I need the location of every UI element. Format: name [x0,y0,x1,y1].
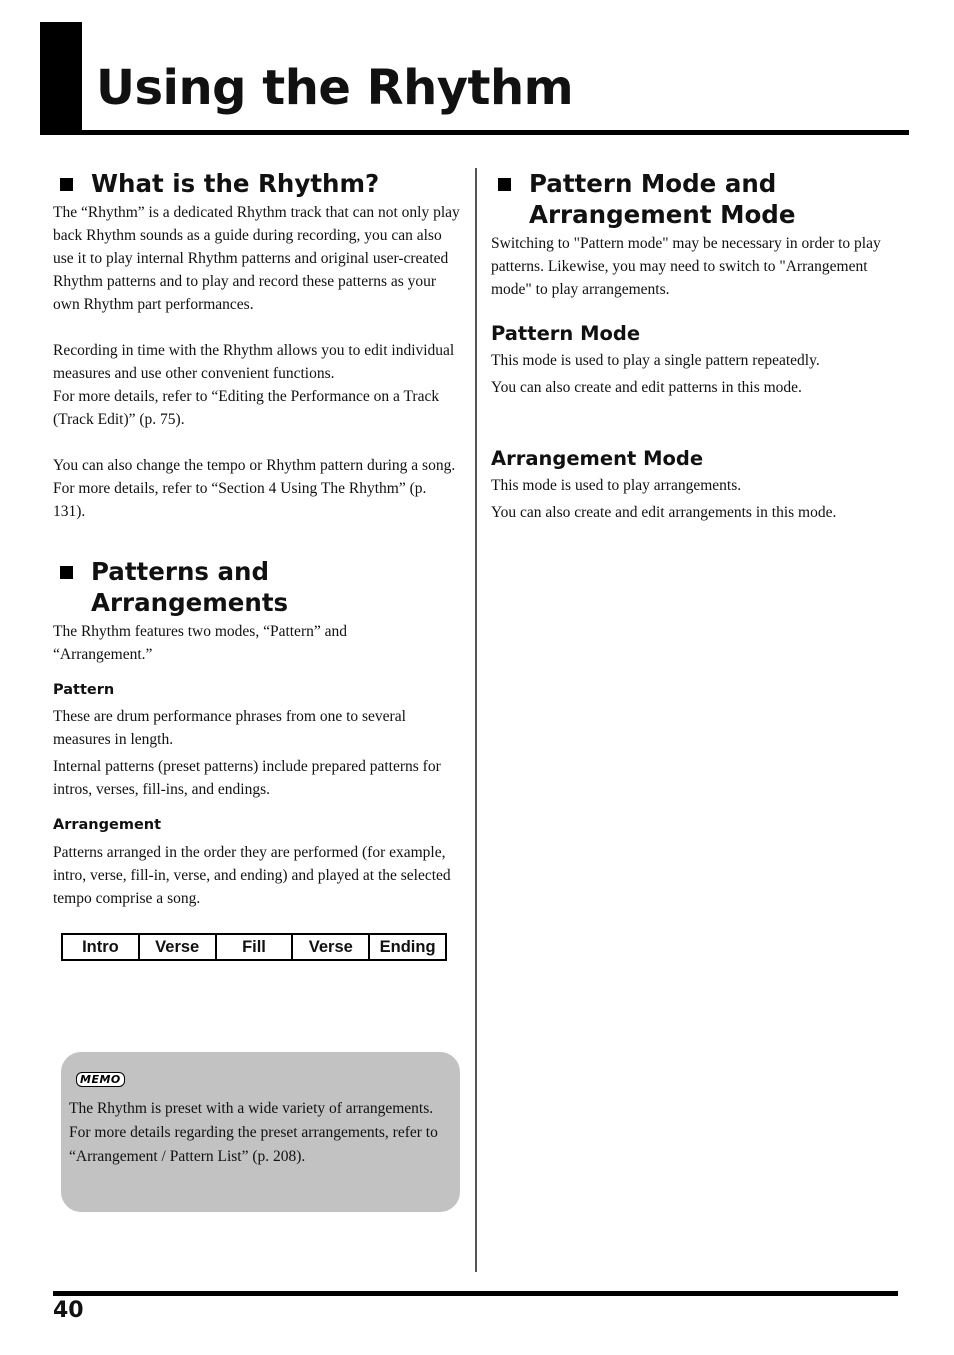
paragraph: This mode is used to play arrangements. [491,477,742,494]
page-number: 40 [53,1298,84,1323]
square-bullet-icon [498,178,511,191]
section-heading-text: What is the Rhythm? [91,169,380,198]
sequence-cell: Ending [369,934,446,960]
paragraph: The “Rhythm” is a dedicated Rhythm track that can not only play back Rhythm sounds as a guide during recording, you can also use it to play internal Rhythm patterns and original user-created Rhythm patterns and to play and record these patterns as your own Rhythm part performances. [53,204,460,313]
section-heading-line2: Arrangement Mode [529,200,796,229]
sequence-cell: Verse [292,934,369,960]
paragraph: You can also create and edit patterns in this mode. [491,379,802,396]
paragraph: The Rhythm features two modes, “Pattern” and “Arrangement.” [53,623,347,663]
paragraph: Internal patterns (preset patterns) include prepared patterns for intros, verses, fill-ins, and endings. [53,758,441,798]
memo-icon [76,1072,125,1087]
paragraph: These are drum performance phrases from one to several measures in length. [53,708,406,748]
section-what-is-rhythm [53,168,461,523]
section-pattern-arrangement-mode [491,168,891,524]
section-heading-line1: Pattern Mode and [529,169,777,198]
sequence-cell: Verse [139,934,216,960]
paragraph: Switching to "Pattern mode" may be necessary in order to play patterns. Likewise, you may need to switch to "Arrangement mode" to play arrangements. [491,235,881,298]
memo-icon-label: MEMO [76,1072,125,1087]
subheading-arrangement: Arrangement [53,817,162,833]
sequence-cell: Fill [216,934,293,960]
section-heading-text: Patterns and Arrangements [91,557,289,617]
square-bullet-icon [60,566,73,579]
section-patterns-arrangements [53,556,461,961]
paragraph: Patterns arranged in the order they are performed (for example, intro, verse, fill-in, verse, and ending) and played at the selected tempo comprise a song. [53,844,451,907]
column-divider [475,168,477,1272]
paragraph: This mode is used to play a single pattern repeatedly. [491,352,820,369]
square-bullet-icon [60,178,73,191]
table-row [62,934,446,960]
subheading-pattern-mode: Pattern Mode [491,322,641,345]
left-column [53,168,461,961]
memo-box [61,1052,460,1212]
sequence-cell: Intro [62,934,139,960]
memo-text: The Rhythm is preset with a wide variety of arrangements. For more details regarding the preset arrangements, refer to “Arrangement / Pattern List” (p. 208). [69,1100,438,1165]
chapter-rule [40,130,909,135]
section-heading [53,556,461,618]
section-heading [491,168,891,230]
section-heading [53,168,461,199]
arrangement-sequence-table [61,933,447,961]
subheading-pattern: Pattern [53,682,115,698]
paragraph: You can also change the tempo or Rhythm pattern during a song. [53,457,456,474]
paragraph: For more details, refer to “Section 4 Using The Rhythm” (p. 131). [53,480,427,520]
right-column [491,168,891,524]
chapter-bar [40,22,82,134]
subheading-arrangement-mode: Arrangement Mode [491,447,704,470]
chapter-title: Using the Rhythm [96,60,574,116]
footer-rule [53,1291,898,1296]
paragraph: Recording in time with the Rhythm allows you to edit individual measures and use other convenient functions. [53,342,455,382]
paragraph: For more details, refer to “Editing the Performance on a Track (Track Edit)” (p. 75). [53,388,440,428]
paragraph: You can also create and edit arrangements in this mode. [491,504,837,521]
